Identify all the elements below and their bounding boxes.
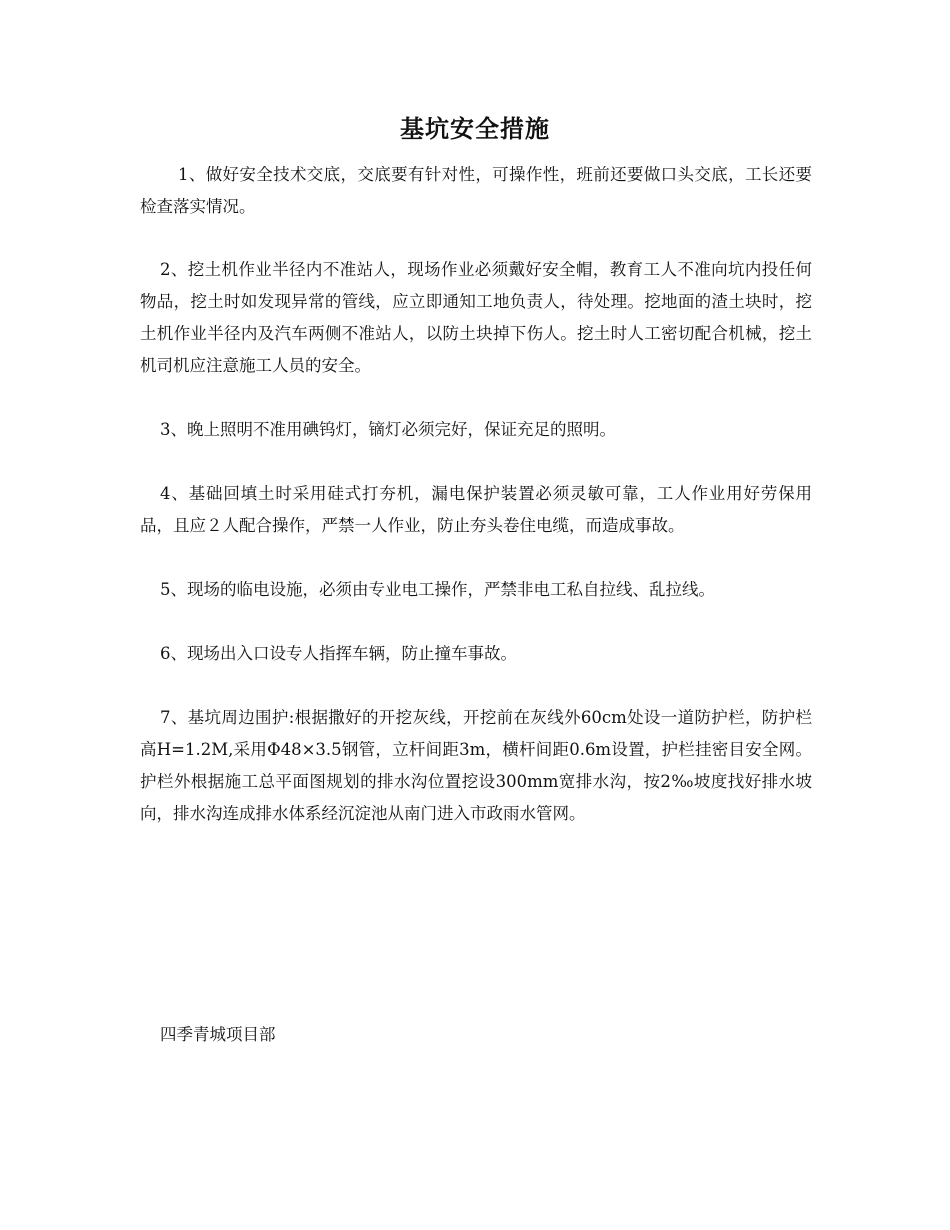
paragraph-5: 5、现场的临电设施，必须由专业电工操作，严禁非电工私自拉线、乱拉线。 xyxy=(160,580,715,599)
paragraph-7: 7、基坑周边围护:根据撒好的开挖灰线，开挖前在灰线外60cm处设一道防护栏，防护栏高H=1.2M,采用Φ48×3.5钢管，立杆间距3m，横杆间距0.6m设置，护栏挂密目安全网。护栏外根据施工总平面图规划的排水沟位置挖设300mm宽排水沟，按2‰坡度找好排水坡向，排水沟连成排水体系经沉淀池从南门进入市政雨水管网。 xyxy=(140,708,812,823)
paragraph-3: 3、晚上照明不准用碘钨灯，镝灯必须完好，保证充足的照明。 xyxy=(160,420,616,439)
paragraph-1: 1、做好安全技术交底，交底要有针对性，可操作性，班前还要做口头交底，工长还要检查落实情况。 xyxy=(140,165,812,216)
paragraph-2: 2、挖土机作业半径内不准站人，现场作业必须戴好安全帽，教育工人不准向坑内投任何物品，挖土时如发现异常的管线，应立即通知工地负责人，待处理。挖地面的渣土块时，挖土机作业半径内及汽车两侧不准站人，以防土块掉下伤人。挖土时人工密切配合机械，挖土机司机应注意施工人员的安全。 xyxy=(140,260,812,375)
document-title: 基坑安全措施 xyxy=(400,114,550,143)
paragraph-6: 6、现场出入口设专人指挥车辆，防止撞车事故。 xyxy=(160,644,517,663)
paragraph-4: 4、基础回填土时采用硅式打夯机，漏电保护装置必须灵敏可靠，工人作业用好劳保用品，且应２人配合操作，严禁一人作业，防止夯头卷住电缆，而造成事故。 xyxy=(140,484,812,535)
signature: 四季青城项目部 xyxy=(160,1025,276,1044)
